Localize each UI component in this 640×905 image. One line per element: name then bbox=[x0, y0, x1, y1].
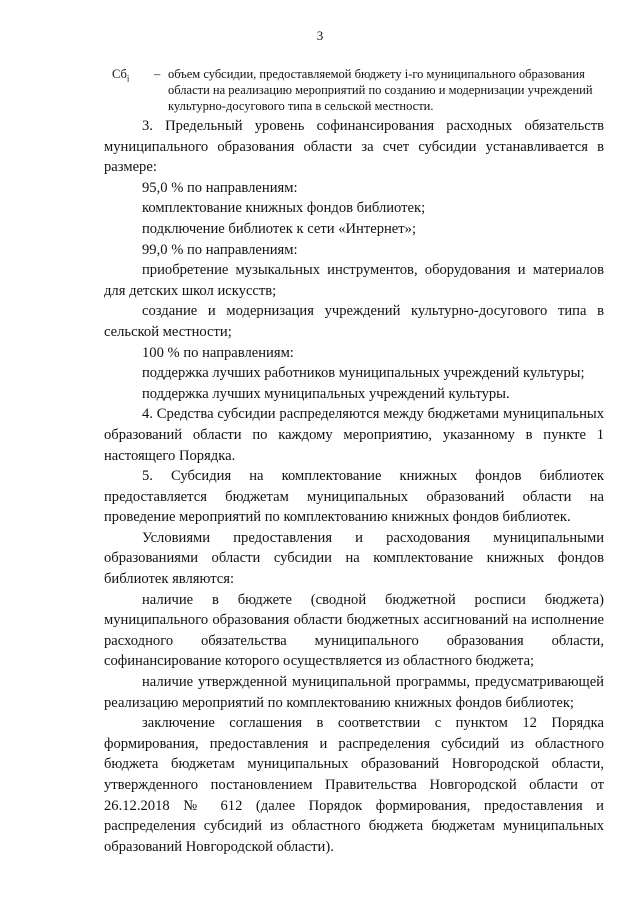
list-item-book-funds: комплектование книжных фондов библиотек; bbox=[142, 200, 426, 217]
definition-dash: – bbox=[154, 67, 161, 81]
formula-symbol-main: Сб bbox=[112, 67, 127, 81]
formula-definition bbox=[110, 66, 600, 114]
list-item-best-institutions: поддержка лучших муниципальных учреждений культуры. bbox=[142, 385, 510, 402]
page-number: 3 bbox=[316, 28, 324, 43]
condition-budget-allocations: наличие в бюджете (сводной бюджетной росписи бюджета) муниципального образования области бюджетных ассигнований на исполнение расходного обязательства муниципального образования области, софинансирование которого осуществляется из областного бюджета; bbox=[104, 591, 604, 670]
list-heading-99: 99,0 % по направлениям: bbox=[142, 241, 298, 258]
formula-symbol bbox=[110, 66, 154, 114]
paragraph-conditions-intro: Условиями предоставления и расходования муниципальными образованиями области субсидии на комплектование книжных фондов библиотек являются: bbox=[104, 529, 604, 588]
condition-municipal-program: наличие утвержденной муниципальной программы, предусматривающей реализацию мероприятий по комплектованию книжных фондов библиотек; bbox=[104, 674, 604, 711]
list-item-internet: подключение библиотек к сети «Интернет»; bbox=[142, 220, 417, 237]
definition-text: объем субсидии, предоставляемой бюджету i-го муниципального образования области на реализацию мероприятий по созданию и модернизации учреждений культурно-досугового типа в сельской местности. bbox=[168, 67, 593, 113]
condition-agreement: заключение соглашения в соответствии с пунктом 12 Порядка формирования, предоставления и распределения субсидий из областного бюджета бюджетам муниципальных образований Новгородской области, утвержденного постановлением Правительства Новгородской области от 26.12.2018 № 612 (далее Порядок формирования, предоставления и распределения субсидий из областного бюджета бюджетам муниципальных образований Новгородской области). bbox=[104, 715, 604, 855]
paragraph-5-book-funds-subsidy: 5. Субсидия на комплектование книжных фондов библиотек предоставляется бюджетам муниципальных образований области на проведение мероприятий по комплектованию книжных фондов библиотек. bbox=[104, 468, 604, 526]
formula-symbol-subscript: i bbox=[126, 73, 130, 84]
paragraph-4-distribution: 4. Средства субсидии распределяются между бюджетами муниципальных образований области по каждому мероприятию, указанному в пункте 1 настоящего Порядка. bbox=[104, 406, 604, 464]
document-body bbox=[104, 116, 604, 857]
list-heading-100: 100 % по направлениям: bbox=[142, 344, 294, 361]
list-item-music-instruments: приобретение музыкальных инструментов, оборудования и материалов для детских школ искусств; bbox=[104, 262, 604, 299]
list-item-best-workers: поддержка лучших работников муниципальных учреждений культуры; bbox=[142, 365, 585, 382]
list-heading-95: 95,0 % по направлениям: bbox=[142, 179, 298, 196]
list-item-cultural-institutions: создание и модернизация учреждений культурно-досугового типа в сельской местности; bbox=[104, 303, 604, 340]
paragraph-3-cofinancing-level: 3. Предельный уровень софинансирования расходных обязательств муниципального образования области за счет субсидии устанавливается в размере: bbox=[104, 118, 604, 176]
